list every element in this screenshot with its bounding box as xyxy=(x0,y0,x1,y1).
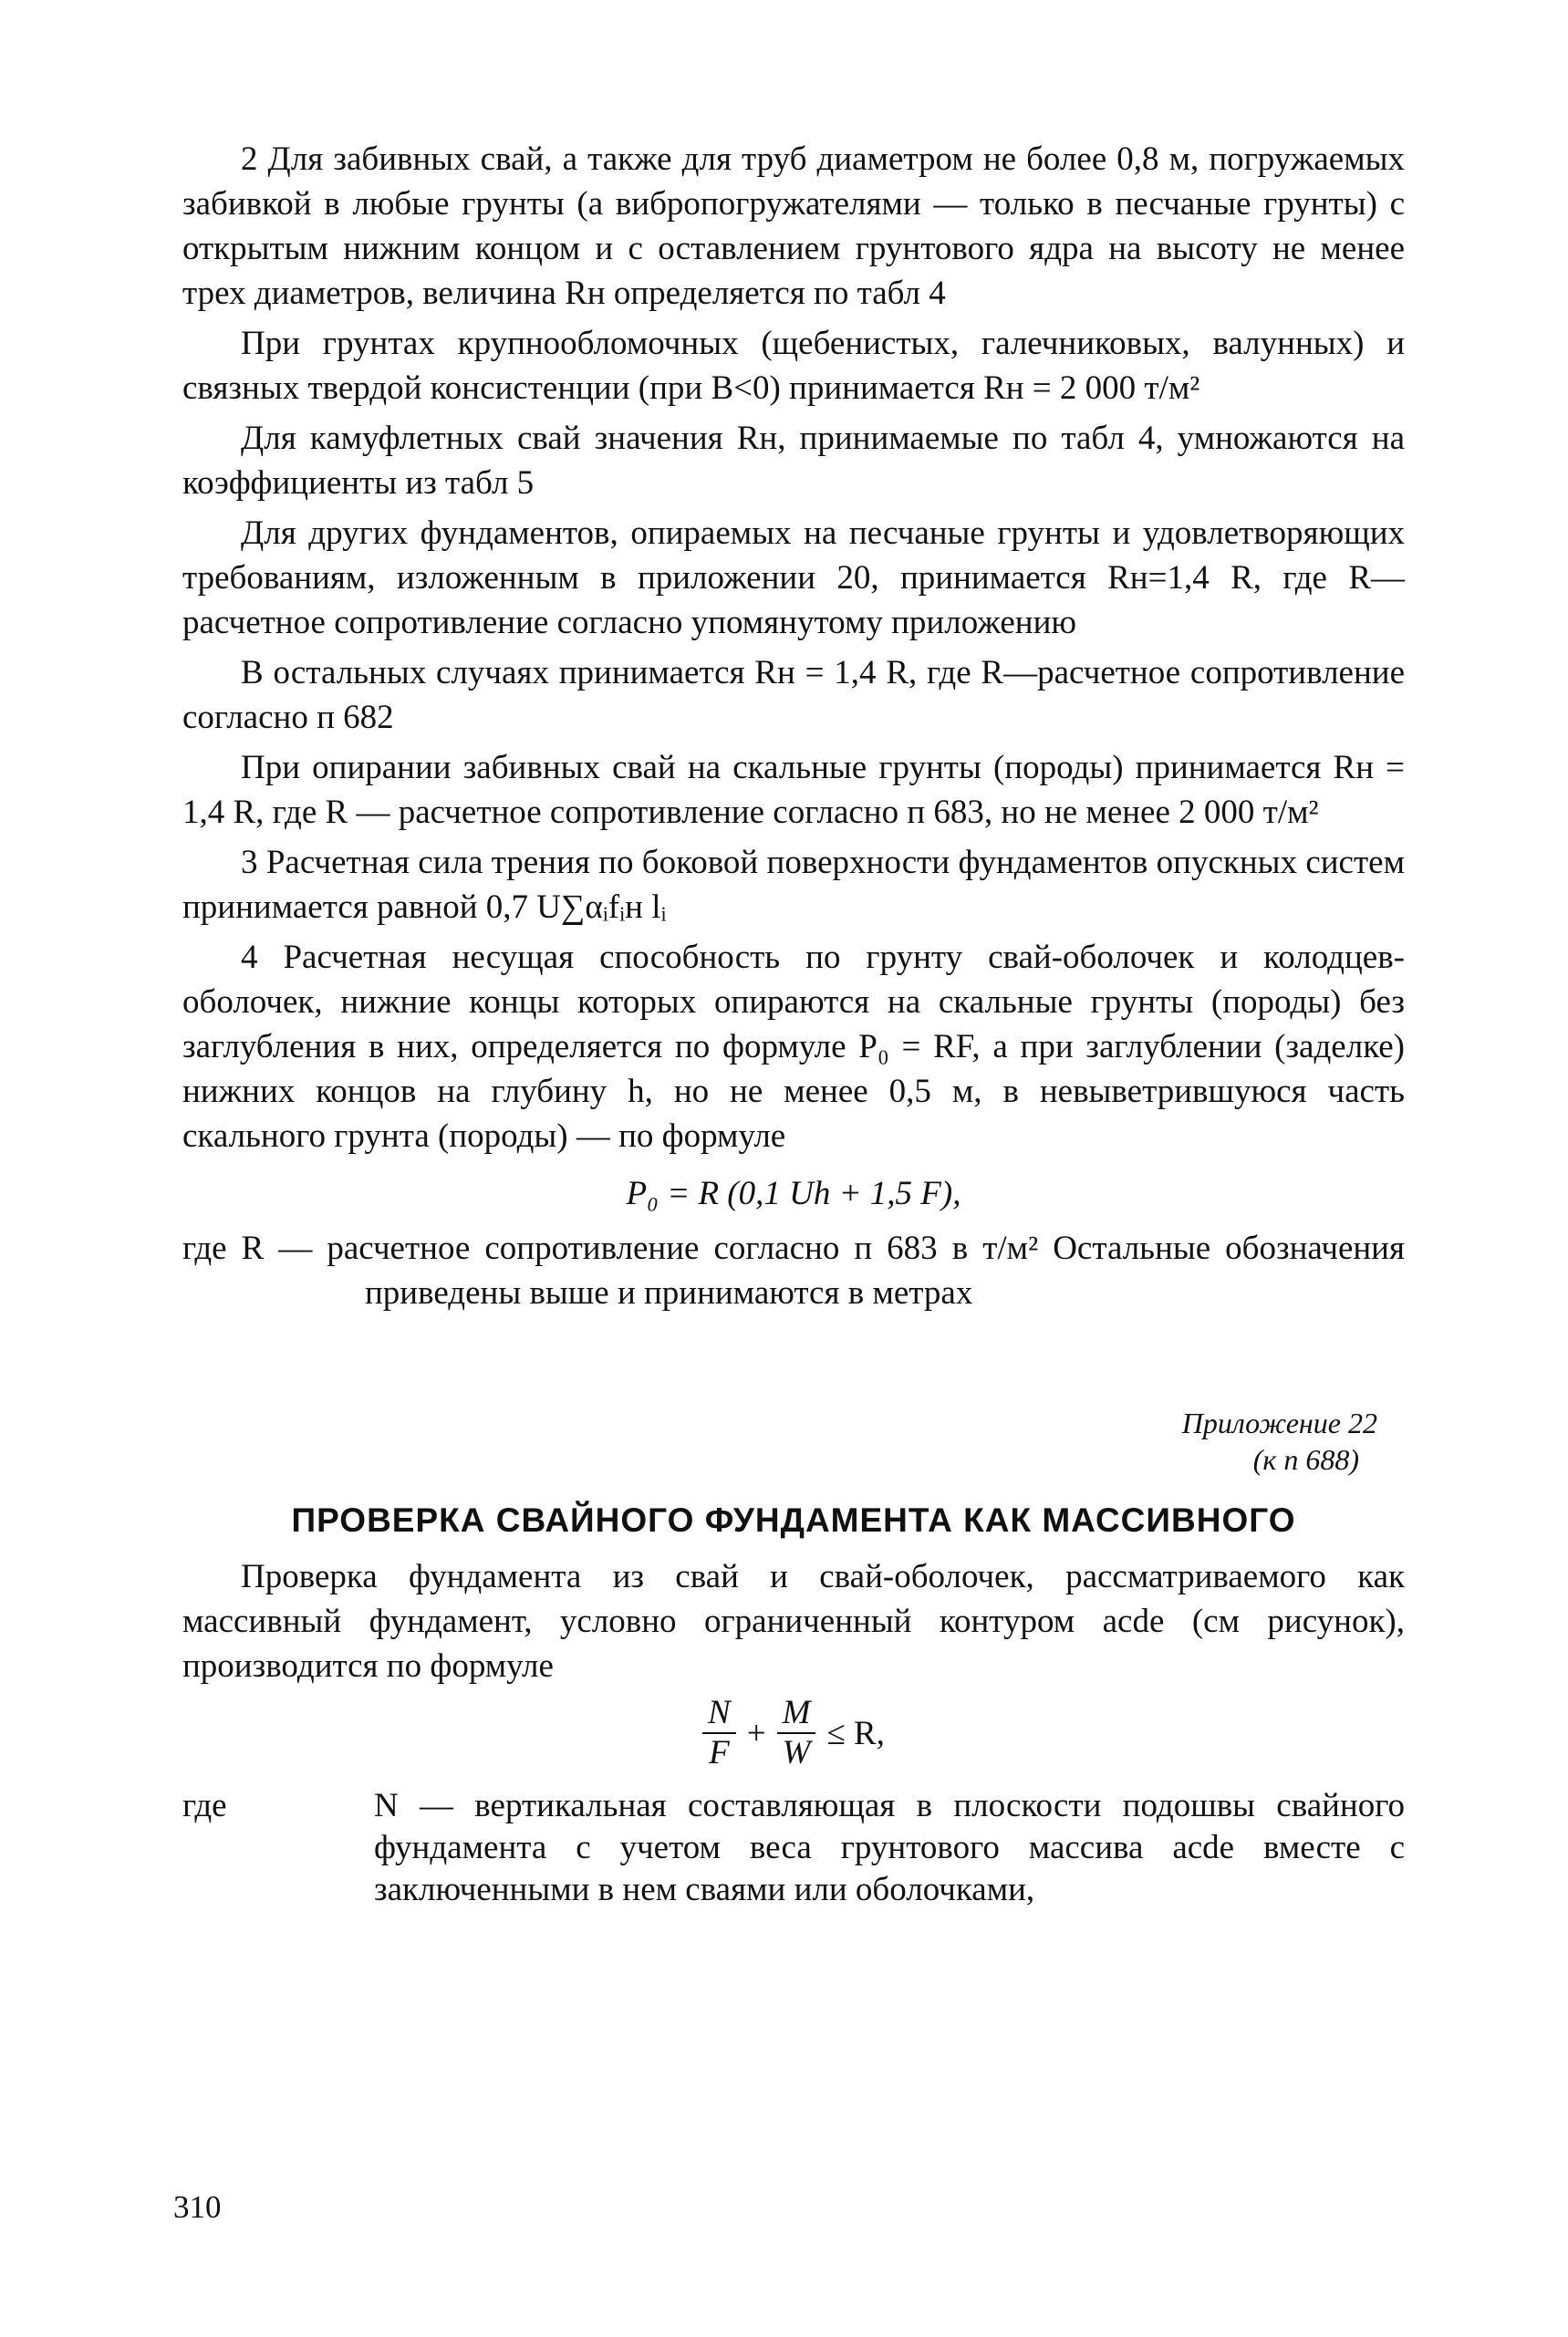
numerator-m: M xyxy=(777,1694,816,1734)
appendix-label xyxy=(182,1405,1377,1478)
page-content xyxy=(182,137,1405,1911)
page-number: 310 xyxy=(173,2189,222,2225)
paragraph-8: 4 Расчетная несущая способность по грунту свай-оболочек и колодцев-оболочек, нижние концы которых опираются на скальные грунты (породы) без заглубления в них, определяется по формуле P₀ = RF, а при заглублении (заделке) нижних концов на глубину h, но не менее 0,5 м, в невыветрившуюся часть скального грунта (породы) — по формуле xyxy=(182,939,1405,1155)
paragraph-1: 2 Для забивных свай, а также для труб диаметром не более 0,8 м, погружаемых забивкой в любые грунты (а вибропогружателями — только в песчаные грунты) с открытым нижним концом и с оставлением грунтового ядра на высоту не менее трех диаметров, величина Rн определяется по табл 4 xyxy=(182,140,1405,312)
where-label: где xyxy=(182,1787,227,1824)
paragraph-2: При грунтах крупнообломочных (щебенистых, галечниковых, валунных) и связных твердой консистенции (при B<0) принимается Rн = 2 000 т/м² xyxy=(182,325,1405,407)
appendix-title: Приложение 22 xyxy=(1181,1407,1377,1439)
paragraph-7: 3 Расчетная сила трения по боковой поверхности фундаментов опускных систем принимается равной 0,7 U∑αᵢfᵢн lᵢ xyxy=(182,844,1405,926)
where-r-definition: где R — расчетное сопротивление согласно п 683 в т/м² Остальные обозначения приведены выше и принимаются в метрах xyxy=(182,1230,1405,1312)
where-n-definition xyxy=(182,1785,1405,1911)
denominator-f: F xyxy=(709,1734,730,1771)
appendix-ref: (к п 688) xyxy=(1252,1443,1359,1476)
relation: ≤ R, xyxy=(826,1714,885,1752)
where-n-text: N — вертикальная составляющая в плоскости подошвы свайного фундамента с учетом веса грунтового массива acde вместе с заключенными в нем сваями или оболочками, xyxy=(374,1787,1405,1908)
intro-paragraph: Проверка фундамента из свай и свай-оболочек, рассматриваемого как массивный фундамент, условно ограниченный контуром acde (см рисунок), производится по формуле xyxy=(182,1558,1405,1685)
numerator-n: N xyxy=(702,1694,736,1734)
paragraph-4: Для других фундаментов, опираемых на песчаные грунты и удовлетворяющих требованиям, изложенным в приложении 20, принимается Rн=1,4 R, где R—расчетное сопротивление согласно упомянутому приложению xyxy=(182,514,1405,641)
formula-p0: P₀ = R (0,1 Uh + 1,5 F), xyxy=(626,1175,961,1212)
section-heading: ПРОВЕРКА СВАЙНОГО ФУНДАМЕНТА КАК МАССИВНОГО xyxy=(291,1501,1296,1539)
denominator-w: W xyxy=(782,1734,811,1771)
paragraph-5: В остальных случаях принимается Rн = 1,4 R, где R—расчетное сопротивление согласно п 682 xyxy=(182,654,1405,736)
paragraph-6: При опирании забивных свай на скальные грунты (породы) принимается Rн = 1,4 R, где R — расчетное сопротивление согласно п 683, но не менее 2 000 т/м² xyxy=(182,749,1405,831)
fraction-m-w xyxy=(777,1694,816,1772)
formula-check xyxy=(182,1694,1405,1772)
paragraph-3: Для камуфлетных свай значения Rн, принимаемые по табл 4, умножаются на коэффициенты из табл 5 xyxy=(182,420,1405,502)
plus-sign: + xyxy=(746,1714,766,1752)
fraction-n-f xyxy=(702,1694,736,1772)
